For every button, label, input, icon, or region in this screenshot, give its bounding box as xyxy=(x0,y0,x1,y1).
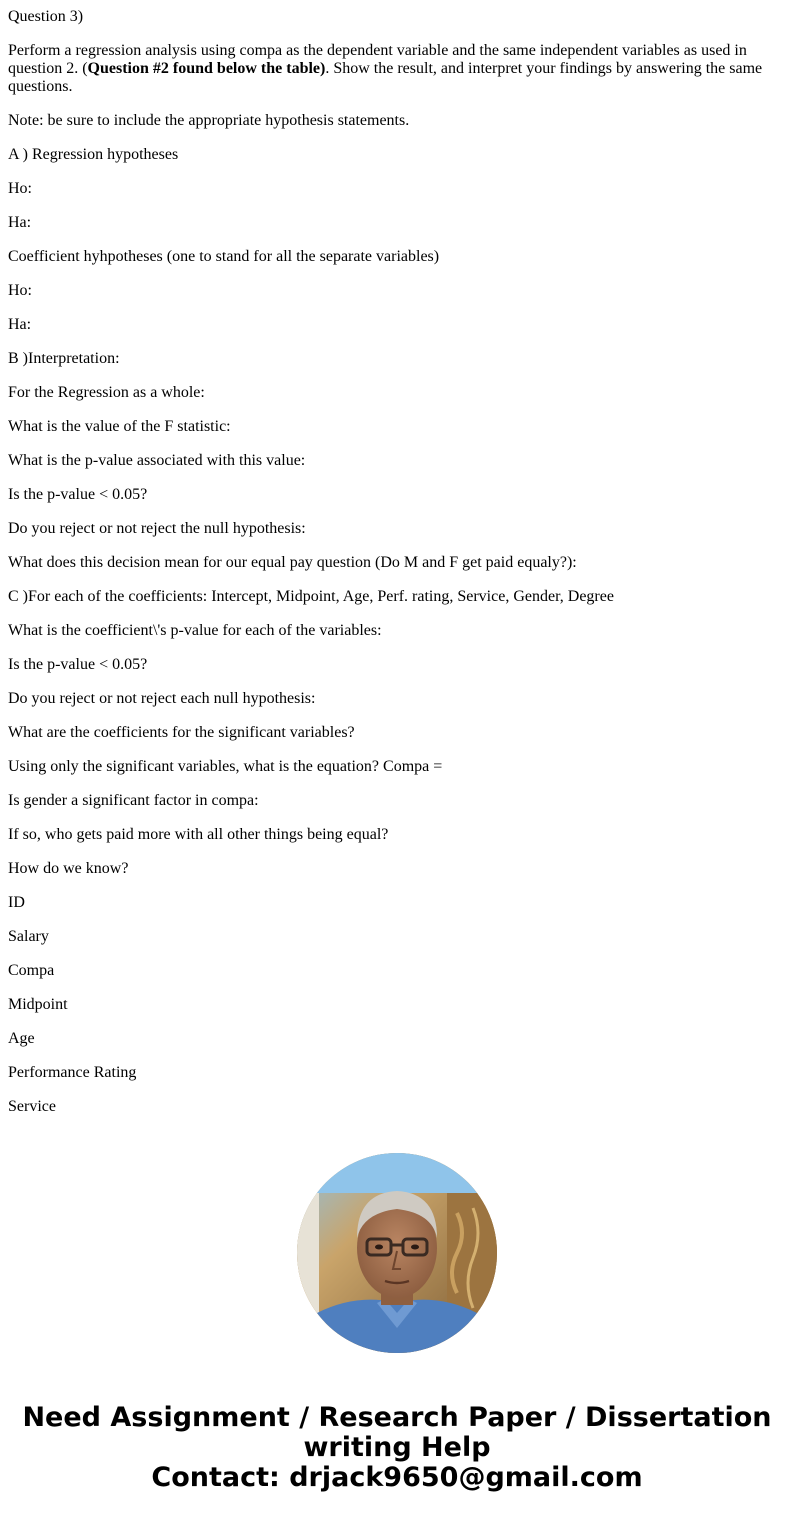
column-label-id: ID xyxy=(8,894,25,911)
footer-contact-line: Contact: drjack9650@gmail.com xyxy=(151,1462,643,1493)
column-label-compa: Compa xyxy=(8,962,55,979)
intro-text-end: . Show the result, and interpret your findings by answering the same questions. xyxy=(8,60,763,95)
intro-text-start: Perform a regression analysis using compa as the dependent variable and the same independent variables as used in question 2. ( xyxy=(8,42,747,77)
regression-ha: Ha: xyxy=(8,214,32,231)
f-statistic-question: What is the value of the F statistic: xyxy=(8,418,231,435)
how-know-question: How do we know? xyxy=(8,860,129,877)
column-label-service: Service xyxy=(8,1098,56,1115)
section-a-title: A ) Regression hypotheses xyxy=(8,146,179,163)
equation-question: Using only the significant variables, what is the equation? Compa = xyxy=(8,758,443,775)
question-intro xyxy=(8,42,786,96)
p-value-question: What is the p-value associated with this value: xyxy=(8,452,306,469)
question-heading: Question 3) xyxy=(8,8,84,25)
reject-null-question: Do you reject or not reject the null hypothesis: xyxy=(8,520,306,537)
regression-whole-label: For the Regression as a whole: xyxy=(8,384,205,401)
section-c-title: C )For each of the coefficients: Intercept, Midpoint, Age, Perf. rating, Service, Gender, Degree xyxy=(8,588,614,605)
column-label-salary: Salary xyxy=(8,928,49,945)
coefficient-ha: Ha: xyxy=(8,316,32,333)
footer-line-1: Need Assignment / Research Paper / Dissertation xyxy=(22,1402,772,1433)
coefficient-threshold-question: Is the p-value < 0.05? xyxy=(8,656,148,673)
footer-line-2: writing Help xyxy=(303,1432,491,1463)
equal-pay-question: What does this decision mean for our equal pay question (Do M and F get paid equaly?): xyxy=(8,554,577,571)
who-paid-more-question: If so, who gets paid more with all other things being equal? xyxy=(8,826,389,843)
note-text: Note: be sure to include the appropriate hypothesis statements. xyxy=(8,112,410,129)
coefficient-p-value-question: What is the coefficient\'s p-value for each of the variables: xyxy=(8,622,382,639)
section-b-title: B )Interpretation: xyxy=(8,350,120,367)
document-body xyxy=(8,8,786,1132)
avatar-portrait-image xyxy=(297,1153,497,1353)
p-value-threshold-question: Is the p-value < 0.05? xyxy=(8,486,148,503)
footer-contact-banner xyxy=(0,1403,794,1493)
coefficient-hypotheses-title: Coefficient hyhpotheses (one to stand for all the separate variables) xyxy=(8,248,440,265)
coefficient-reject-question: Do you reject or not reject each null hypothesis: xyxy=(8,690,316,707)
coefficient-ho: Ho: xyxy=(8,282,32,299)
gender-significance-question: Is gender a significant factor in compa: xyxy=(8,792,259,809)
intro-bold-reference: Question #2 found below the table) xyxy=(87,60,326,77)
significant-coefficients-question: What are the coefficients for the significant variables? xyxy=(8,724,355,741)
column-label-midpoint: Midpoint xyxy=(8,996,68,1013)
column-label-performance-rating: Performance Rating xyxy=(8,1064,137,1081)
column-label-age: Age xyxy=(8,1030,35,1047)
avatar xyxy=(297,1153,497,1353)
regression-ho: Ho: xyxy=(8,180,32,197)
